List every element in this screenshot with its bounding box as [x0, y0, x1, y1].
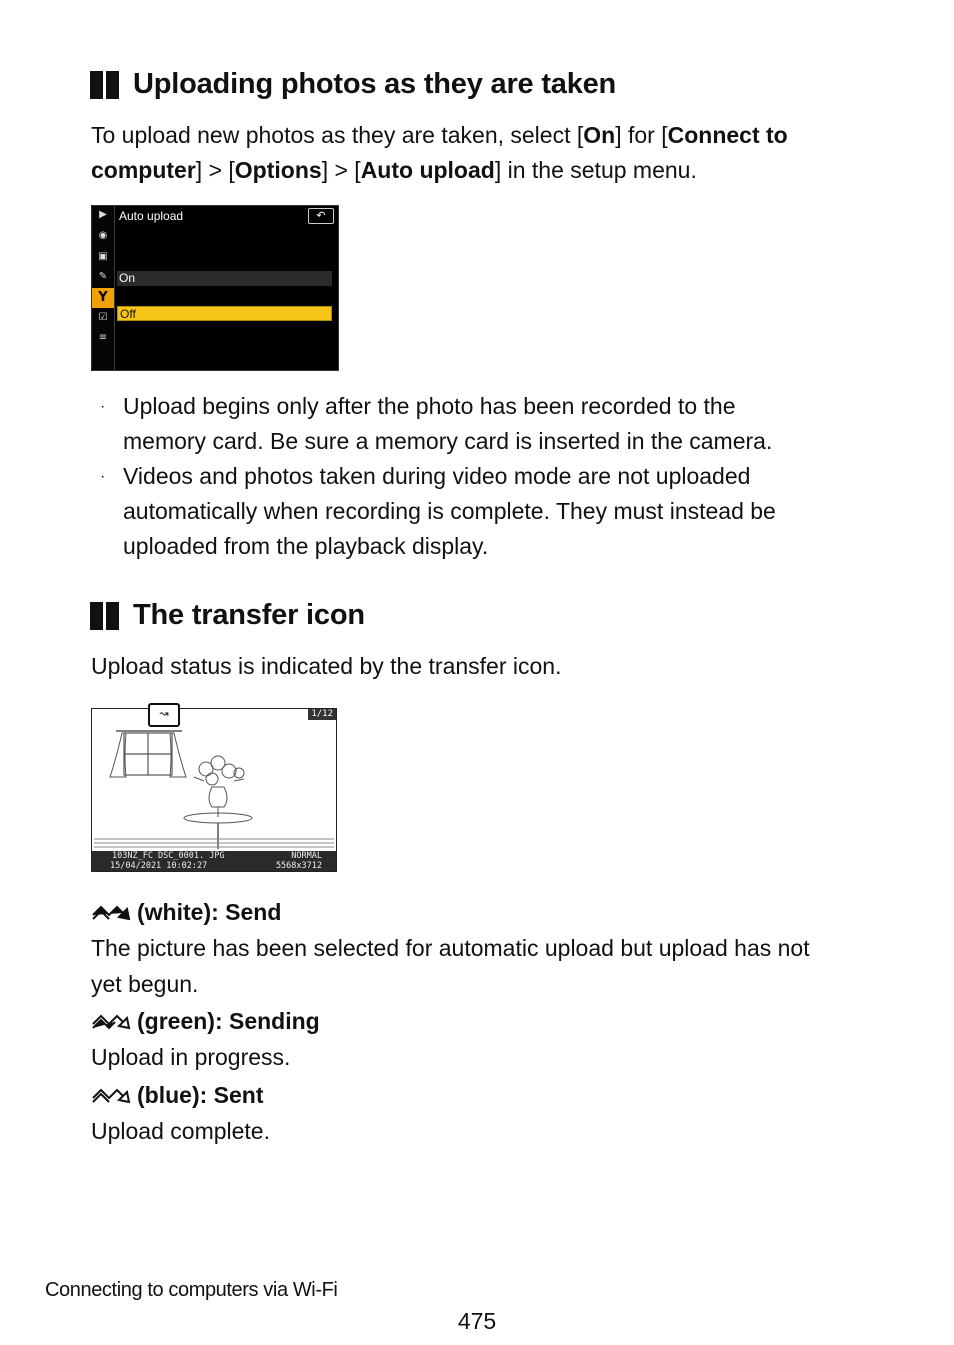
- bullet-dot-icon: ·: [100, 468, 106, 485]
- intro-term-options: Options: [234, 157, 322, 183]
- playback-icon: ▶: [99, 209, 107, 220]
- menu-tab-bar: [92, 206, 115, 370]
- retouch-icon: ☑: [98, 312, 108, 323]
- intro-text: To upload new photos as they are taken, select [: [91, 122, 584, 148]
- heading-text: Uploading photos as they are taken: [133, 68, 617, 100]
- transfer-intro: Upload status is indicated by the transfer icon.: [91, 653, 562, 679]
- photo-datetime: 15/04/2021 10:02:27: [110, 861, 208, 871]
- heading-marker-icon: [90, 71, 119, 99]
- intro-term-on: On: [583, 122, 616, 148]
- description-line: The picture has been selected for automatic upload but upload has not: [91, 935, 810, 961]
- intro-text: ] for [: [615, 122, 668, 148]
- photo-info-bar: [92, 851, 336, 871]
- bullet-line: Videos and photos taken during video mode are not uploaded: [123, 463, 751, 489]
- sent-blue-icon: [91, 1086, 131, 1106]
- description-line: yet begun.: [91, 971, 199, 997]
- send-white-icon: [91, 903, 131, 923]
- image-quality: NORMAL: [291, 851, 322, 861]
- bullet-item: [100, 389, 840, 459]
- playback-screen: [91, 708, 337, 872]
- bullet-line: uploaded from the playback display.: [123, 533, 489, 559]
- description-line: Upload complete.: [91, 1118, 270, 1144]
- term-description: [91, 1113, 871, 1149]
- section-heading-transfer-icon: [90, 599, 365, 632]
- heading-marker-icon: [90, 602, 119, 630]
- term-sent: [91, 1082, 264, 1109]
- term-label: (blue): Sent: [137, 1082, 264, 1108]
- movie-icon: ▣: [98, 251, 108, 262]
- wrench-icon: Y: [92, 288, 114, 308]
- mymenu-icon: ≡: [98, 332, 108, 343]
- return-icon: ↶: [308, 208, 334, 224]
- term-description: [91, 1039, 871, 1075]
- intro-text: ] > [: [321, 157, 361, 183]
- still-life-illustration: [94, 711, 334, 851]
- description-line: Upload in progress.: [91, 1044, 291, 1070]
- bullet-line: Upload begins only after the photo has been recorded to the: [123, 393, 736, 419]
- intro-text: ] > [: [195, 157, 235, 183]
- term-label: (green): Sending: [137, 1008, 320, 1034]
- menu-title: Auto upload: [119, 209, 184, 223]
- page-number: 475: [457, 1308, 497, 1334]
- heading-text: The transfer icon: [133, 599, 365, 631]
- term-description: [91, 930, 871, 1002]
- bullet-dot-icon: ·: [100, 398, 106, 415]
- intro-term-auto-upload: Auto upload: [360, 157, 495, 183]
- menu-option-on: On: [117, 271, 332, 286]
- term-send: [91, 899, 281, 926]
- image-size: 5568x3712: [275, 861, 322, 871]
- bullet-line: automatically when recording is complete. They must instead be: [123, 498, 776, 524]
- camera-menu-screen: [91, 205, 339, 371]
- transfer-icon: ↝: [148, 703, 180, 727]
- camera-icon: ◉: [98, 230, 108, 241]
- term-label: (white): Send: [137, 899, 282, 925]
- folder-file-name: 103NZ_FC DSC_0001. JPG: [112, 851, 225, 861]
- bullet-line: memory card. Be sure a memory card is inserted in the camera.: [123, 428, 773, 454]
- intro-text: ] in the setup menu.: [494, 157, 697, 183]
- intro-term-computer: computer: [91, 157, 196, 183]
- term-sending: [91, 1008, 320, 1035]
- frame-counter: 1/12: [308, 709, 336, 720]
- chapter-footer: Connecting to computers via Wi-Fi: [45, 1279, 338, 1301]
- intro-term-connect: Connect to: [667, 122, 788, 148]
- section-heading-uploading: [90, 68, 616, 101]
- sending-green-icon: [91, 1012, 131, 1032]
- menu-option-off: Off: [117, 306, 332, 321]
- bullet-item: [100, 459, 840, 564]
- intro-paragraph: [91, 118, 851, 188]
- pencil-icon: ✎: [98, 271, 108, 282]
